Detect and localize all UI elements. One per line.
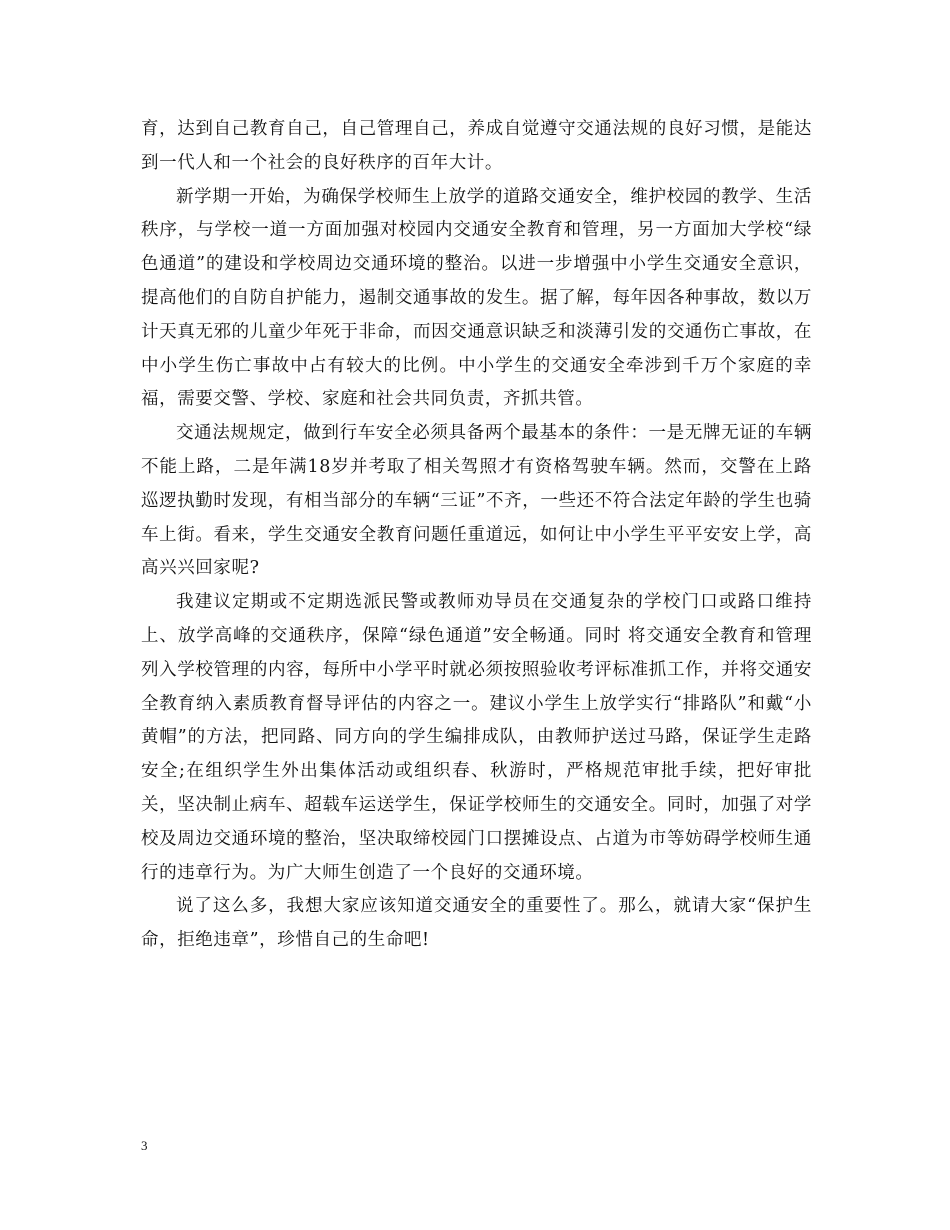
paragraph-4: 我建议定期或不定期选派民警或教师劝导员在交通复杂的学校门口或路口维持上、放学高峰的交通秩序，保障“绿色通道”安全畅通。同时 将交通安全教育和管理列入学校管理的内容，每所中小学平时就必须按照验收考评标准抓工作，并将交通安全教育纳入素质教育督导评估的内容之一。建议小学生上放学实行“排路队”和戴“小黄帽”的方法，把同路、同方向的学生编排成队，由教师护送过马路，保证学生走路安全;在组织学生外出集体活动或组织春、秋游时，严格规范审批手续，把好审批关，坚决制止病车、超载车运送学生，保证学校师生的交通安全。同时，加强了对学校及周边交通环境的整治，坚决取缔校园门口摆摊设点、占道为市等妨碍学校师生通行的违章行为。为广大师生创造了一个良好的交通环境。	[141, 592, 812, 883]
paragraph-5: 说了这么多，我想大家应该知道交通安全的重要性了。那么，就请大家“保护生命，拒绝违章”，珍惜自己的生命吧!	[141, 896, 812, 951]
paragraph-3: 交通法规规定，做到行车安全必须具备两个最基本的条件：一是无牌无证的车辆不能上路，二是年满18岁并考取了相关驾照才有资格驾驶车辆。然而，交警在上路巡逻执勤时发现，有相当部分的车辆“三证”不齐，一些还不符合法定年龄的学生也骑车上街。看来，学生交通安全教育问题任重道远，如何让中小学生平平安安上学，高高兴兴回家呢?	[141, 423, 812, 579]
paragraph-2: 新学期一开始，为确保学校师生上放学的道路交通安全，维护校园的教学、生活秩序，与学校一道一方面加强对校园内交通安全教育和管理，另一方面加大学校“绿色通道”的建设和学校周边交通环境的整治。以进一步增强中小学生交通安全意识，提高他们的自防自护能力，遏制交通事故的发生。据了解，每年因各种事故，数以万计天真无邪的儿童少年死于非命，而因交通意识缺乏和淡薄引发的交通伤亡事故，在中小学生伤亡事故中占有较大的比例。中小学生的交通安全牵涉到千万个家庭的幸福，需要交警、学校、家庭和社会共同负责，齐抓共管。	[141, 186, 812, 410]
paragraph-1: 育，达到自己教育自己，自己管理自己，养成自觉遵守交通法规的良好习惯，是能达到一代人和一个社会的良好秩序的百年大计。	[141, 119, 812, 173]
document-body	[141, 113, 812, 958]
page-number: 3	[141, 1138, 148, 1153]
